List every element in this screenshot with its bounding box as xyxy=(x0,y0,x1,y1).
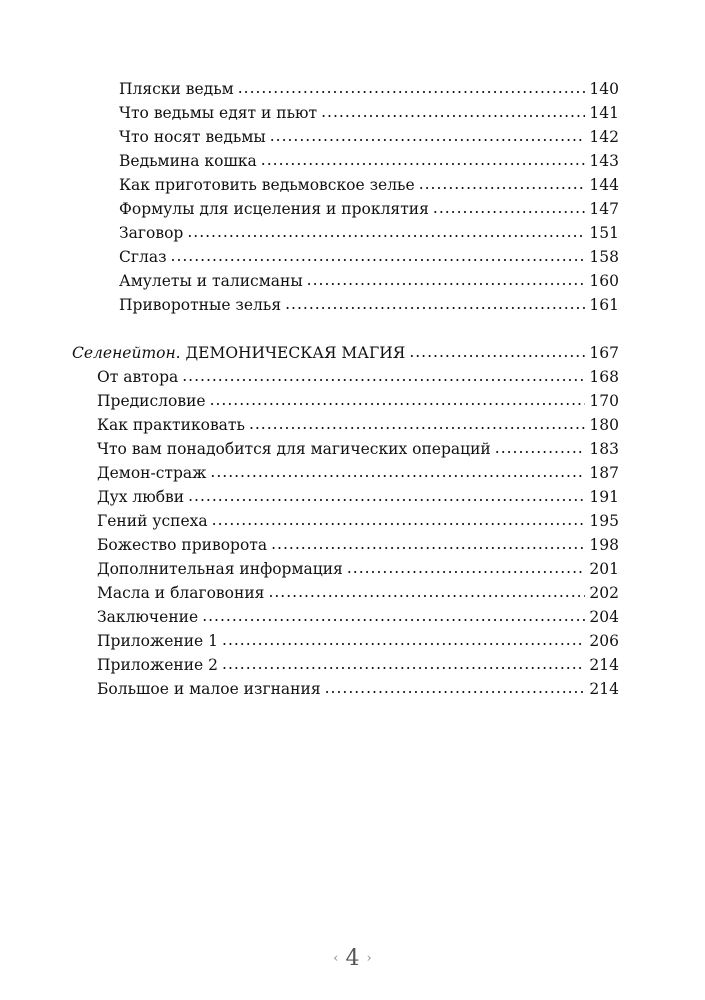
toc-dot-leader xyxy=(187,222,585,242)
toc-entry xyxy=(119,295,619,317)
toc-dot-leader xyxy=(321,102,585,122)
toc-entry xyxy=(97,607,619,629)
toc-entry-title: Заговор xyxy=(119,224,184,242)
toc-entry-title: Формулы для исцеления и проклятия xyxy=(119,200,429,218)
toc-entry-page: 142 xyxy=(589,128,619,146)
toc-entry-page: 191 xyxy=(589,488,619,506)
toc-entry xyxy=(97,367,619,389)
toc-entry-title: Масла и благовония xyxy=(97,584,265,602)
toc-entry-page: 168 xyxy=(589,368,619,386)
toc-entry-title: Сглаз xyxy=(119,248,167,266)
toc-entry-page: 147 xyxy=(589,200,619,218)
toc-entry-page: 144 xyxy=(589,176,619,194)
toc-entry xyxy=(97,415,619,437)
toc-dot-leader xyxy=(325,678,586,698)
toc-entry-title: Что носят ведьмы xyxy=(119,128,266,146)
toc-entry xyxy=(119,127,619,149)
toc-entry-page: 140 xyxy=(589,80,619,98)
toc-dot-leader xyxy=(285,294,585,314)
toc-entry-title: Ведьмина кошка xyxy=(119,152,257,170)
toc-entry-page: 204 xyxy=(589,608,619,626)
toc-dot-leader xyxy=(270,126,586,146)
toc-entry-page: 161 xyxy=(589,296,619,314)
toc-dot-leader xyxy=(347,558,586,578)
toc-entry-page: 214 xyxy=(589,680,619,698)
toc-entry-title: Амулеты и талисманы xyxy=(119,272,303,290)
toc-entry xyxy=(119,271,619,293)
toc-entry-title: Как приготовить ведьмовское зелье xyxy=(119,176,415,194)
toc-entry xyxy=(97,679,619,701)
toc-entry-page: 187 xyxy=(589,464,619,482)
toc-entry-title: Демон-страж xyxy=(97,464,207,482)
section-title xyxy=(72,343,405,363)
toc-entry-page: 180 xyxy=(589,416,619,434)
toc-entry xyxy=(97,583,619,605)
toc-dot-leader xyxy=(171,246,586,266)
toc-dot-leader xyxy=(222,630,585,650)
toc-entry xyxy=(97,487,619,509)
toc-entry-title: Дух любви xyxy=(97,488,185,506)
toc-dot-leader xyxy=(238,78,586,98)
toc-entry-title: Заключение xyxy=(97,608,199,626)
toc-dot-leader xyxy=(222,654,585,674)
section-title-text: ДЕМОНИЧЕСКАЯ МАГИЯ xyxy=(180,344,406,362)
toc-dot-leader xyxy=(433,198,586,218)
toc-entry xyxy=(119,151,619,173)
toc-entry-page: 158 xyxy=(589,248,619,266)
toc-entry-page: 198 xyxy=(589,536,619,554)
toc-entry xyxy=(119,199,619,221)
toc-entry-page: 141 xyxy=(589,104,619,122)
toc-entry-title: Божество приворота xyxy=(97,536,268,554)
right-ornament-icon: › xyxy=(366,951,372,966)
toc-entry-title: Что ведьмы едят и пьют xyxy=(119,104,318,122)
toc-entry-title: Предисловие xyxy=(97,392,206,410)
toc-entry xyxy=(119,175,619,197)
left-ornament-icon: ‹ xyxy=(333,951,339,966)
toc-entry xyxy=(97,511,619,533)
toc-dot-leader xyxy=(249,414,585,434)
toc-entry-page: 151 xyxy=(589,224,619,242)
toc-dot-leader xyxy=(271,534,585,554)
toc-entry xyxy=(97,559,619,581)
toc-dot-leader xyxy=(268,582,585,602)
toc-entry-page: 170 xyxy=(589,392,619,410)
toc-dot-leader xyxy=(210,390,586,410)
toc-entry xyxy=(119,247,619,269)
toc-entry-title: Гений успеха xyxy=(97,512,208,530)
toc-entry-title: Приложение 1 xyxy=(97,632,219,650)
toc-entry xyxy=(119,223,619,245)
toc-dot-leader xyxy=(188,486,585,506)
toc-entry-title: Приворотные зелья xyxy=(119,296,282,314)
toc-entry-page: 202 xyxy=(589,584,619,602)
toc-entry-page: 201 xyxy=(589,560,619,578)
toc-entry-page: 206 xyxy=(589,632,619,650)
toc-dot-leader xyxy=(212,510,586,530)
toc-entry-title: Приложение 2 xyxy=(97,656,219,674)
toc-entry-title: Дополнительная информация xyxy=(97,560,343,578)
toc-entry xyxy=(97,439,619,461)
toc-dot-leader xyxy=(210,462,585,482)
toc-dot-leader xyxy=(495,438,586,458)
toc-entry-page: 183 xyxy=(589,440,619,458)
toc-section-heading xyxy=(72,343,619,365)
toc-entry-title: Пляски ведьм xyxy=(119,80,234,98)
toc-entry-page: 195 xyxy=(589,512,619,530)
page-number-value: 4 xyxy=(345,946,360,971)
page-number xyxy=(0,946,705,971)
toc-dot-leader xyxy=(419,174,586,194)
toc-dot-leader xyxy=(182,366,585,386)
toc-entry-page: 143 xyxy=(589,152,619,170)
toc-entry-page: 160 xyxy=(589,272,619,290)
toc-entry xyxy=(97,463,619,485)
section-page: 167 xyxy=(589,344,619,362)
toc-dot-leader xyxy=(202,606,585,626)
toc-entry-title: Как практиковать xyxy=(97,416,245,434)
section-author: Селенейтон. xyxy=(72,344,181,362)
toc-entry xyxy=(119,103,619,125)
toc-dot-leader xyxy=(409,342,585,362)
toc-entry-title: Большое и малое изгнания xyxy=(97,680,321,698)
toc-entry-title: От автора xyxy=(97,368,179,386)
toc-entry xyxy=(97,535,619,557)
toc-entry-page: 214 xyxy=(589,656,619,674)
toc-entry xyxy=(97,631,619,653)
toc-entry xyxy=(97,391,619,413)
toc-entry-title: Что вам понадобится для магических операций xyxy=(97,440,491,458)
toc-entry xyxy=(97,655,619,677)
toc-dot-leader xyxy=(307,270,586,290)
toc-dot-leader xyxy=(261,150,586,170)
toc-entry xyxy=(119,79,619,101)
